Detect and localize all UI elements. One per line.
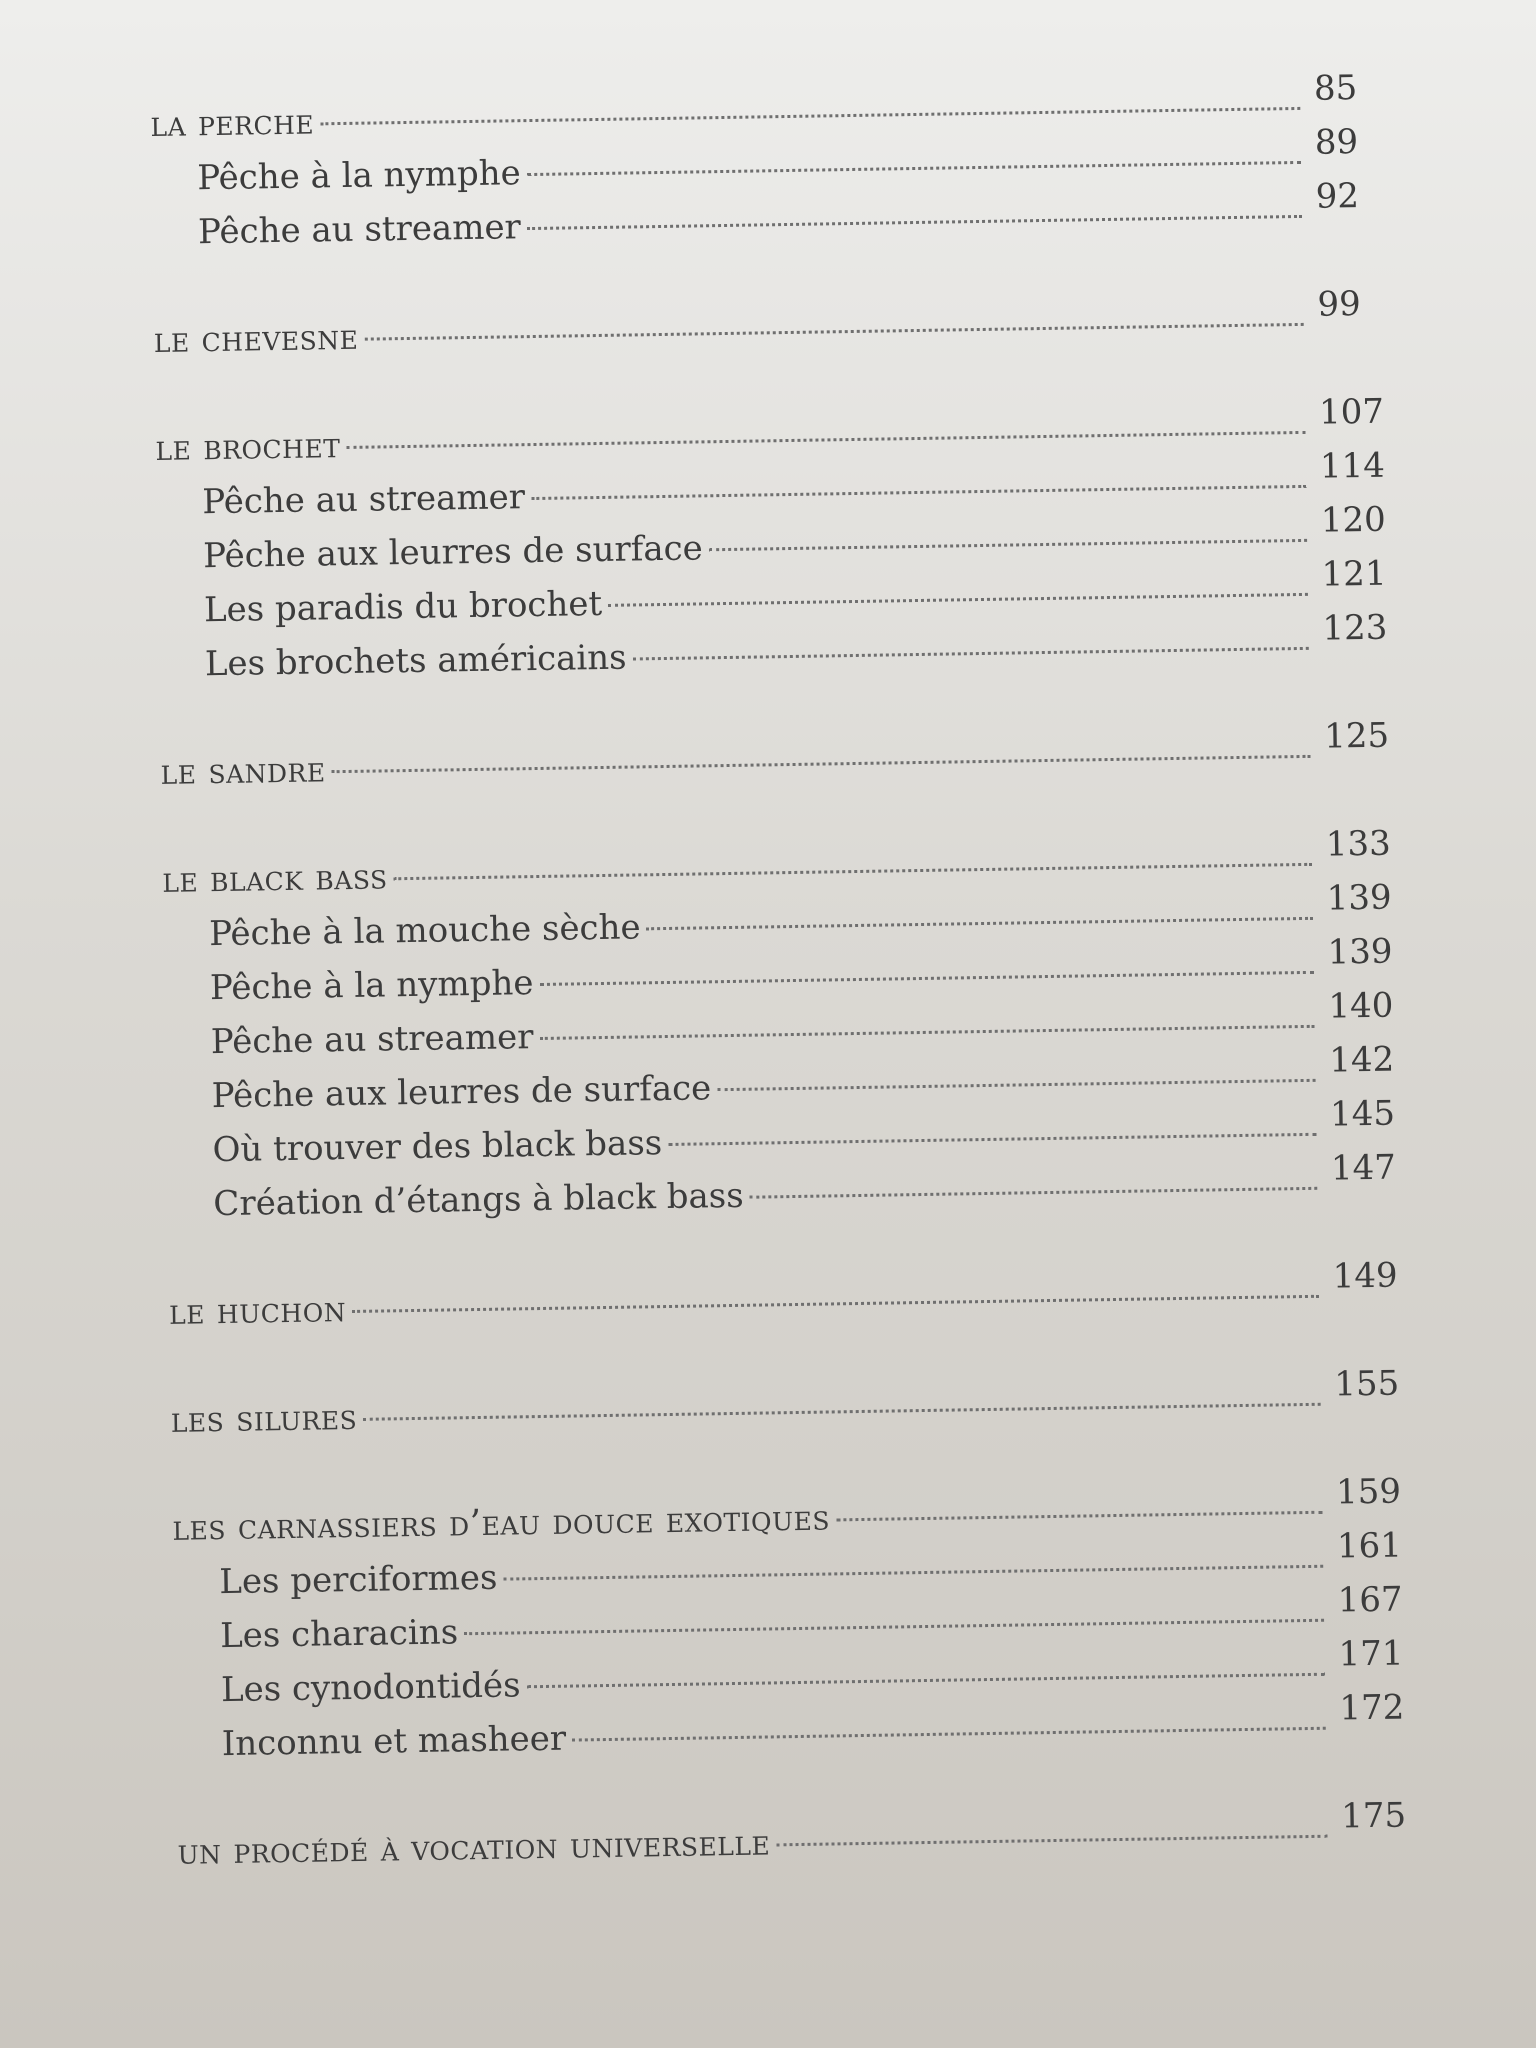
dot-leader bbox=[332, 755, 1311, 773]
toc-chapter-entry bbox=[177, 1795, 1438, 1880]
page-number: 120 bbox=[1320, 499, 1386, 541]
subsection-title: Inconnu et masheer bbox=[221, 1718, 567, 1765]
page-number: 155 bbox=[1334, 1363, 1400, 1405]
page-number: 167 bbox=[1337, 1579, 1403, 1621]
page-number: 92 bbox=[1315, 176, 1360, 217]
toc-section-le-black-bass bbox=[161, 823, 1428, 1232]
toc-section-les-carnassiers bbox=[172, 1471, 1436, 1772]
toc-chapter-entry bbox=[168, 1255, 1430, 1340]
dot-leader bbox=[531, 485, 1306, 500]
dot-leader bbox=[464, 1619, 1324, 1636]
chapter-title: le chevesne bbox=[153, 316, 359, 361]
page-number: 123 bbox=[1322, 607, 1388, 649]
chapter-title: le black bass bbox=[161, 856, 388, 901]
chapter-title: le brochet bbox=[155, 425, 341, 469]
chapter-title: les carnassiers d’eau douce exotiques bbox=[172, 1497, 831, 1549]
subsection-title: Les brochets américains bbox=[204, 637, 627, 685]
page-number: 175 bbox=[1340, 1795, 1407, 1837]
dot-leader bbox=[668, 1133, 1316, 1146]
toc-section-les-silures bbox=[170, 1363, 1431, 1448]
dot-leader bbox=[394, 863, 1313, 880]
dot-leader bbox=[352, 1295, 1319, 1313]
chapter-title: un procédé à vocation universelle bbox=[177, 1822, 771, 1873]
page-number: 99 bbox=[1317, 284, 1361, 325]
dot-leader bbox=[363, 1403, 1320, 1421]
dot-leader bbox=[539, 971, 1313, 986]
page-number: 140 bbox=[1328, 985, 1394, 1027]
subsection-title: Les characins bbox=[219, 1612, 459, 1657]
page-number: 107 bbox=[1318, 391, 1385, 433]
page-number: 171 bbox=[1338, 1633, 1404, 1675]
subsection-title: Les cynodontidés bbox=[220, 1665, 521, 1711]
dot-leader bbox=[539, 1025, 1314, 1040]
subsection-title: Pêche aux leurres de surface bbox=[211, 1068, 712, 1117]
subsection-title: Les paradis du brochet bbox=[203, 583, 603, 631]
page-number: 89 bbox=[1314, 122, 1359, 163]
page-number: 161 bbox=[1336, 1525, 1403, 1567]
dot-leader bbox=[527, 161, 1301, 176]
toc-section-le-brochet bbox=[155, 391, 1419, 692]
subsection-title: Pêche au streamer bbox=[202, 477, 526, 523]
toc-section-la-perche bbox=[150, 68, 1412, 260]
subsection-title: Création d’étangs à black bass bbox=[213, 1175, 744, 1225]
subsection-title: Où trouver des black bass bbox=[212, 1123, 663, 1171]
page-number: 139 bbox=[1327, 931, 1393, 973]
toc-section-le-chevesne bbox=[153, 284, 1414, 368]
dot-leader bbox=[346, 431, 1305, 449]
toc-chapter-entry bbox=[160, 715, 1421, 800]
toc-chapter-entry bbox=[170, 1363, 1431, 1448]
dot-leader bbox=[527, 215, 1302, 230]
chapter-title: les silures bbox=[170, 1396, 358, 1441]
subsection-title: Pêche au streamer bbox=[210, 1017, 534, 1063]
dot-leader bbox=[503, 1565, 1323, 1581]
dot-leader bbox=[572, 1727, 1326, 1742]
dot-leader bbox=[717, 1079, 1315, 1091]
subsection-title: Pêche au streamer bbox=[197, 207, 522, 253]
subsection-title: Les perciformes bbox=[219, 1557, 498, 1603]
subsection-title: Pêche à la mouche sèche bbox=[208, 907, 641, 955]
dot-leader bbox=[633, 647, 1309, 661]
dot-leader bbox=[320, 107, 1300, 125]
page-number: 159 bbox=[1335, 1471, 1402, 1513]
toc-section-le-huchon bbox=[168, 1255, 1430, 1340]
page-number: 172 bbox=[1339, 1687, 1405, 1729]
toc-section-un-procede bbox=[177, 1795, 1438, 1880]
toc-chapter-entry bbox=[153, 284, 1414, 368]
subsection-title: Pêche aux leurres de surface bbox=[202, 528, 704, 577]
chapter-title: la perche bbox=[150, 101, 315, 145]
page-number: 133 bbox=[1325, 823, 1392, 865]
subsection-title: Pêche à la nymphe bbox=[196, 153, 522, 199]
dot-leader bbox=[709, 539, 1307, 551]
dot-leader bbox=[608, 593, 1308, 607]
dot-leader bbox=[776, 1835, 1327, 1847]
dot-leader bbox=[527, 1673, 1325, 1689]
chapter-title: le huchon bbox=[168, 1289, 347, 1333]
page-number: 142 bbox=[1328, 1039, 1395, 1081]
page-number: 125 bbox=[1323, 715, 1390, 757]
chapter-title: le sandre bbox=[160, 749, 326, 793]
page-number: 114 bbox=[1319, 445, 1386, 487]
subsection-title: Pêche à la nymphe bbox=[209, 963, 534, 1009]
dot-leader bbox=[750, 1187, 1318, 1199]
page-number: 145 bbox=[1329, 1093, 1396, 1135]
page-number: 139 bbox=[1326, 877, 1392, 919]
dot-leader bbox=[647, 917, 1313, 930]
dot-leader bbox=[836, 1511, 1322, 1522]
page-number: 149 bbox=[1332, 1255, 1398, 1297]
dot-leader bbox=[364, 323, 1303, 341]
page-number: 85 bbox=[1313, 68, 1358, 109]
toc-section-le-sandre bbox=[160, 715, 1421, 800]
page-number: 147 bbox=[1330, 1147, 1397, 1189]
table-of-contents bbox=[150, 68, 1439, 1934]
page-number: 121 bbox=[1321, 553, 1387, 595]
